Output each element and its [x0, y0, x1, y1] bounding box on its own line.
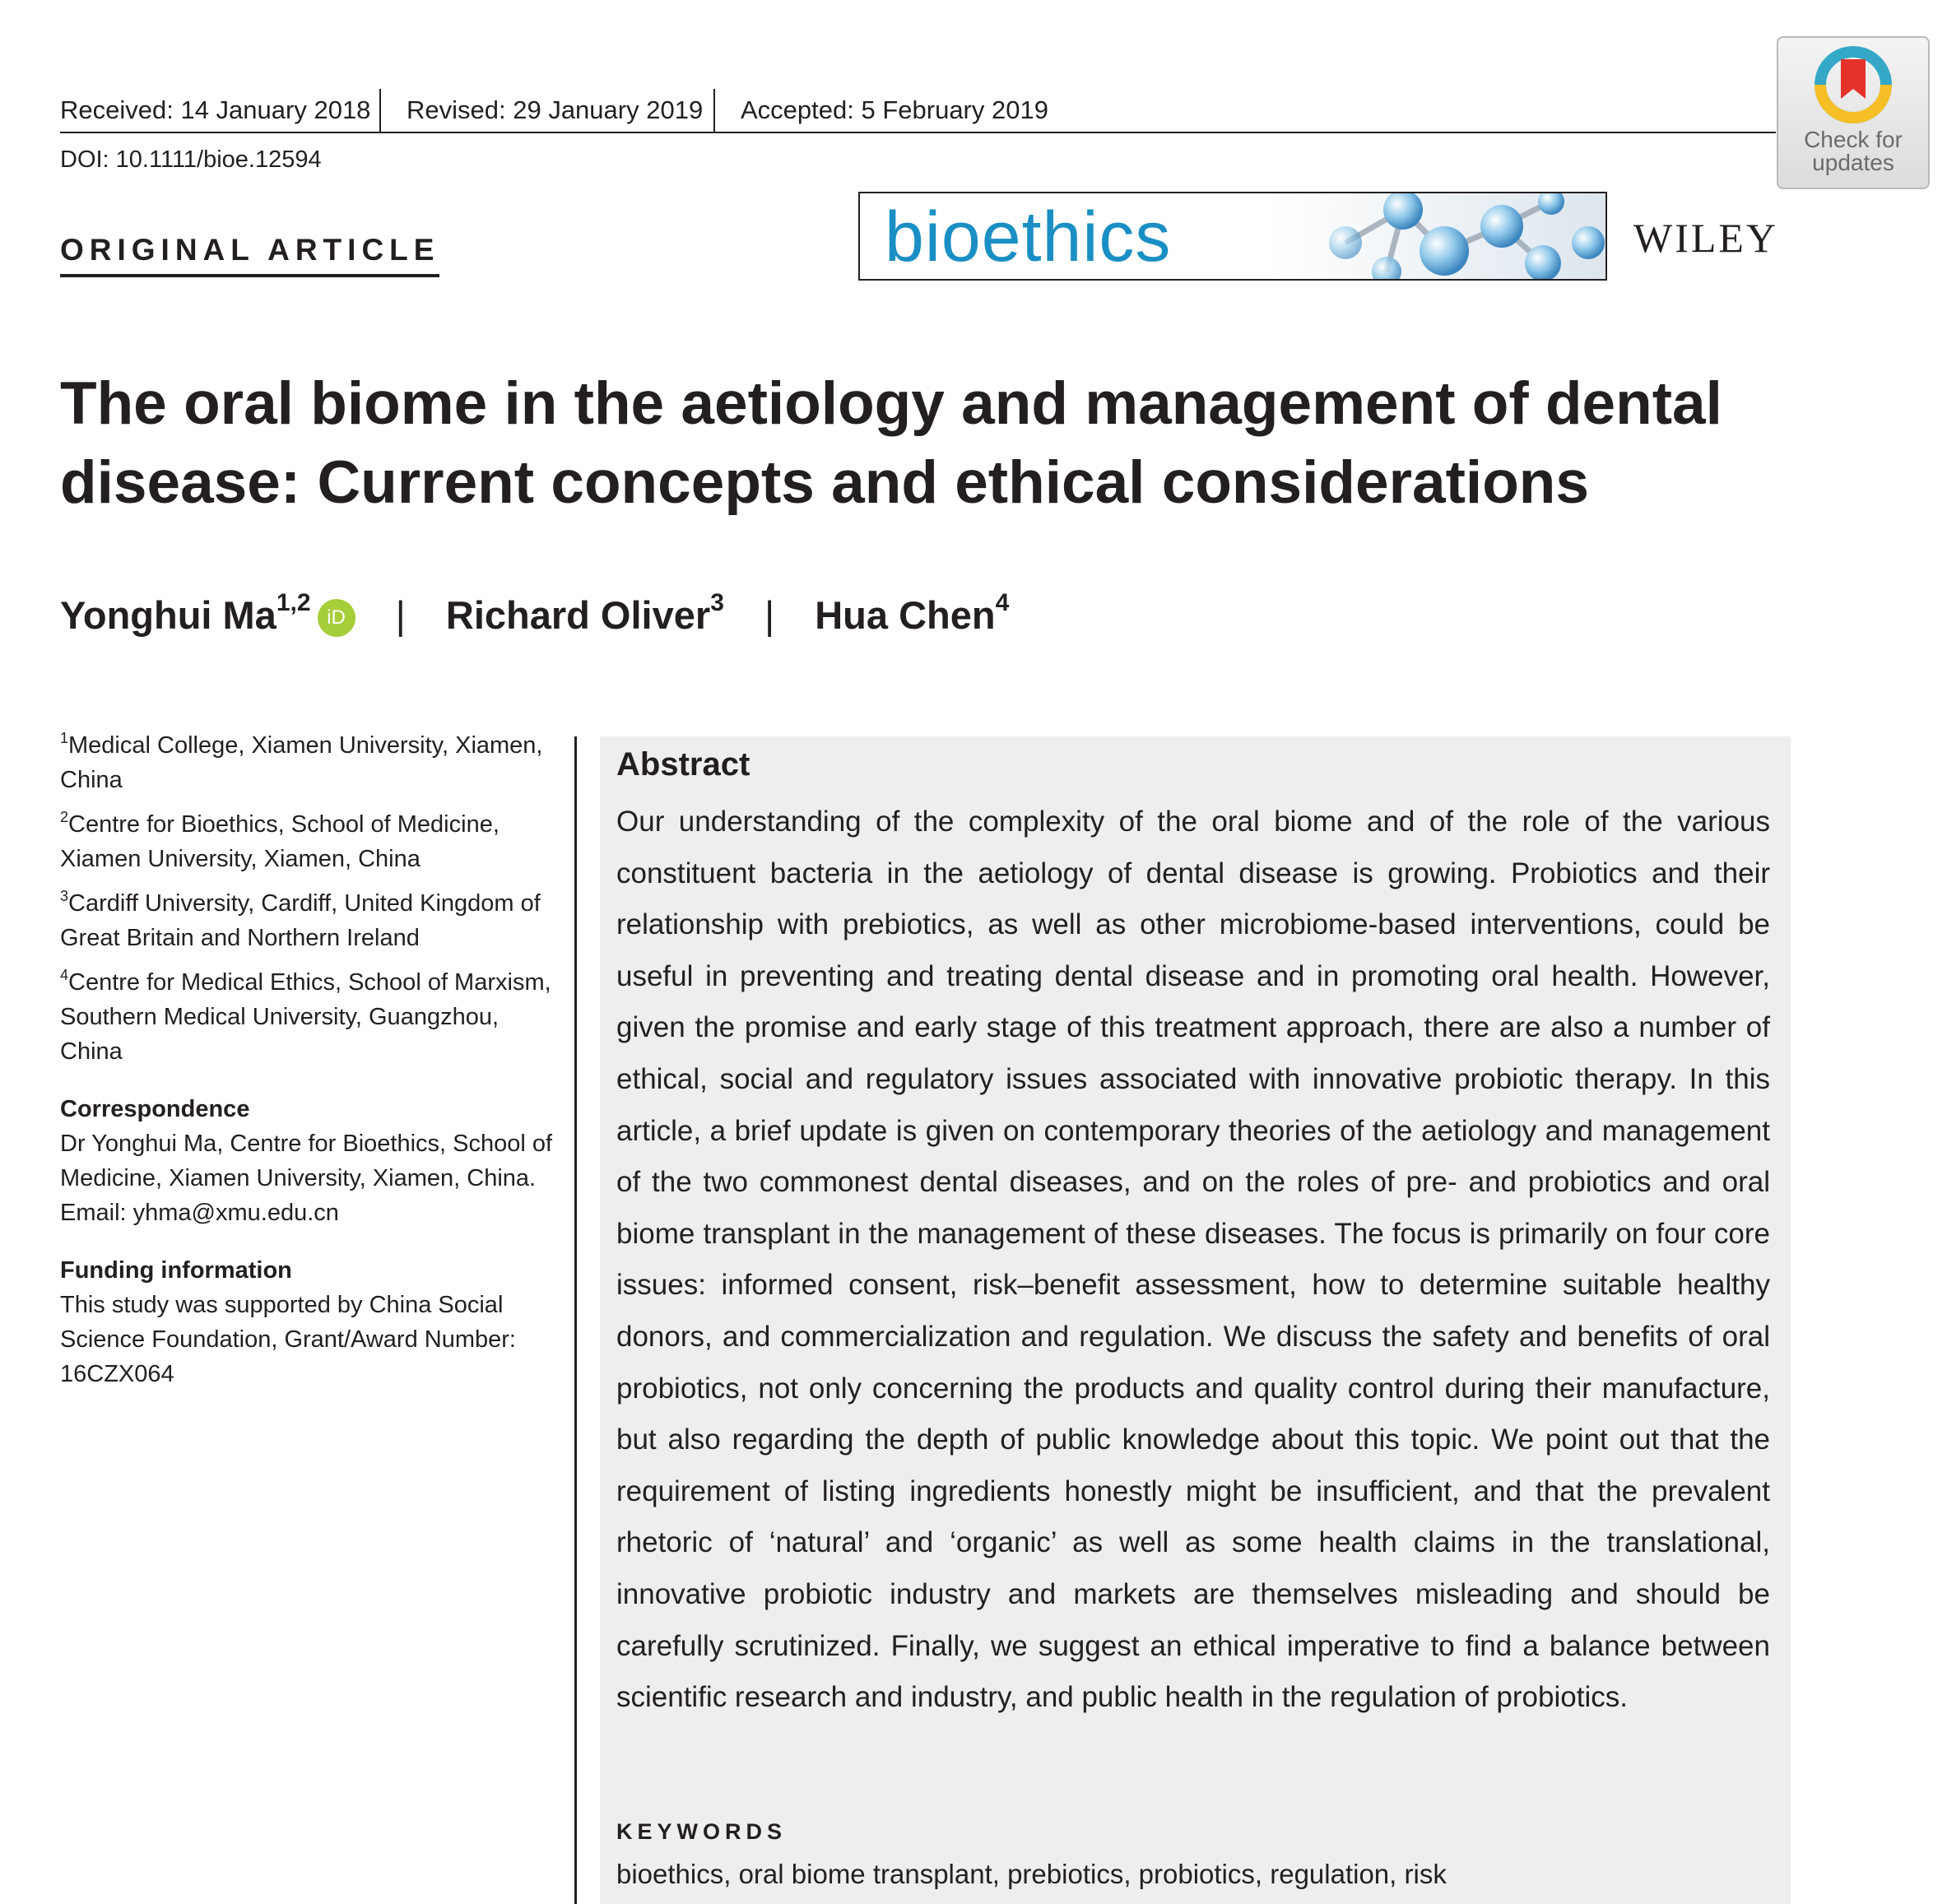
received-date: Received: 14 January 2018 — [60, 95, 371, 124]
author-affiliation-marker: 3 — [710, 589, 724, 616]
abstract-text: Our understanding of the complexity of the oral biome and of the role of the various constituent bacteria in the aetiology of dental disease is growing. Probiotics and their relationship with prebiotics, as well as other microbiome-based interventions, could be useful in preventing and treating dental disease and in promoting oral health. However, given the promise and early stage of this treatment approach, there are also a number of ethical, social and regulatory issues associated with innovative probiotic therapy. In this article, a brief update is given on contemporary theories of the aetiology and management of the two commonest dental diseases, and on the roles of pre- and probiotics and oral biome transplant in the management of these diseases. The focus is primarily on four core issues: informed consent, risk–benefit assessment, how to determine suitable healthy donors, and commercialization and regulation. We discuss the safety and benefits of oral probiotics, not only concerning the products and quality control during their manufacture, but also regarding the depth of public knowledge about this topic. We point out that the requirement of listing ingredients honestly might be insufficient, and that the prevalent rhetoric of ‘natural’ and ‘organic’ as well as some health claims in the translational, innovative probiotic industry and markets are themselves misleading and should be carefully scrutinized. Finally, we suggest an ethical imperative to find a balance between scientific research and industry, and public health in the regulation of probiotics. — [616, 806, 1770, 1714]
sidebar-info — [60, 728, 554, 1391]
molecule-graphic — [1271, 193, 1605, 279]
author-separator: | — [764, 593, 775, 637]
keywords-list: bioethics, oral biome transplant, prebiotics, probiotics, regulation, risk — [616, 1859, 1447, 1889]
correspondence-address: Dr Yonghui Ma, Centre for Bioethics, School of Medicine, Xiamen University, Xiamen, China. — [60, 1131, 553, 1191]
journal-name: bioethics — [885, 197, 1172, 276]
check-for-updates-button[interactable] — [1777, 36, 1930, 189]
abstract-panel — [600, 736, 1791, 1904]
funding-text: This study was supported by China Social Science Foundation, Grant/Award Number: 16CZX064 — [60, 1292, 516, 1387]
date-divider — [713, 89, 715, 132]
correspondence-heading: Correspondence — [60, 1096, 250, 1122]
abstract-heading: Abstract — [616, 746, 750, 782]
author-name[interactable]: Hua Chen — [815, 593, 996, 637]
correspondence-email[interactable]: Email: yhma@xmu.edu.cn — [60, 1200, 339, 1226]
publisher-logo[interactable]: WILEY — [1633, 215, 1779, 261]
affiliation: $^4$Centre for Medical Ethics, School of Marxism, Southern Medical University, Guangzhou, China — [60, 967, 551, 1065]
doi[interactable]: DOI: 10.1111/bioe.12594 — [60, 146, 322, 173]
orcid-icon[interactable]: iD — [318, 599, 355, 637]
check-for-updates-label: Check for updates — [1804, 127, 1903, 175]
author-list — [60, 589, 1010, 638]
author-affiliation-marker: 4 — [995, 589, 1010, 616]
column-divider — [574, 736, 577, 1904]
journal-banner — [858, 192, 1607, 281]
date-divider — [379, 89, 381, 132]
author-name[interactable]: Richard Oliver — [445, 593, 711, 637]
affiliation: $^2$Centre for Bioethics, School of Medicine, Xiamen University, Xiamen, China — [60, 809, 500, 872]
article-dates-bar — [60, 89, 1776, 133]
author-affiliation-marker: 1,2 — [276, 589, 311, 616]
affiliation: $^3$Cardiff University, Cardiff, United Kingdom of Great Britain and Northern Ireland — [60, 888, 541, 951]
article-type-label: ORIGINAL ARTICLE — [60, 233, 439, 277]
revised-date: Revised: 29 January 2019 — [407, 95, 704, 124]
author-name[interactable]: Yonghui Ma — [60, 593, 276, 637]
bookmark-icon — [1813, 44, 1894, 125]
author-separator: | — [395, 593, 406, 637]
accepted-date: Accepted: 5 February 2019 — [741, 95, 1048, 124]
affiliation: $^1$Medical College, Xiamen University, Xiamen, China — [60, 730, 543, 793]
funding-heading: Funding information — [60, 1257, 292, 1284]
keywords-heading: KEYWORDS — [616, 1819, 788, 1844]
article-title: The oral biome in the aetiology and management of dental disease: Current concepts and ethical considerations — [60, 370, 1722, 516]
